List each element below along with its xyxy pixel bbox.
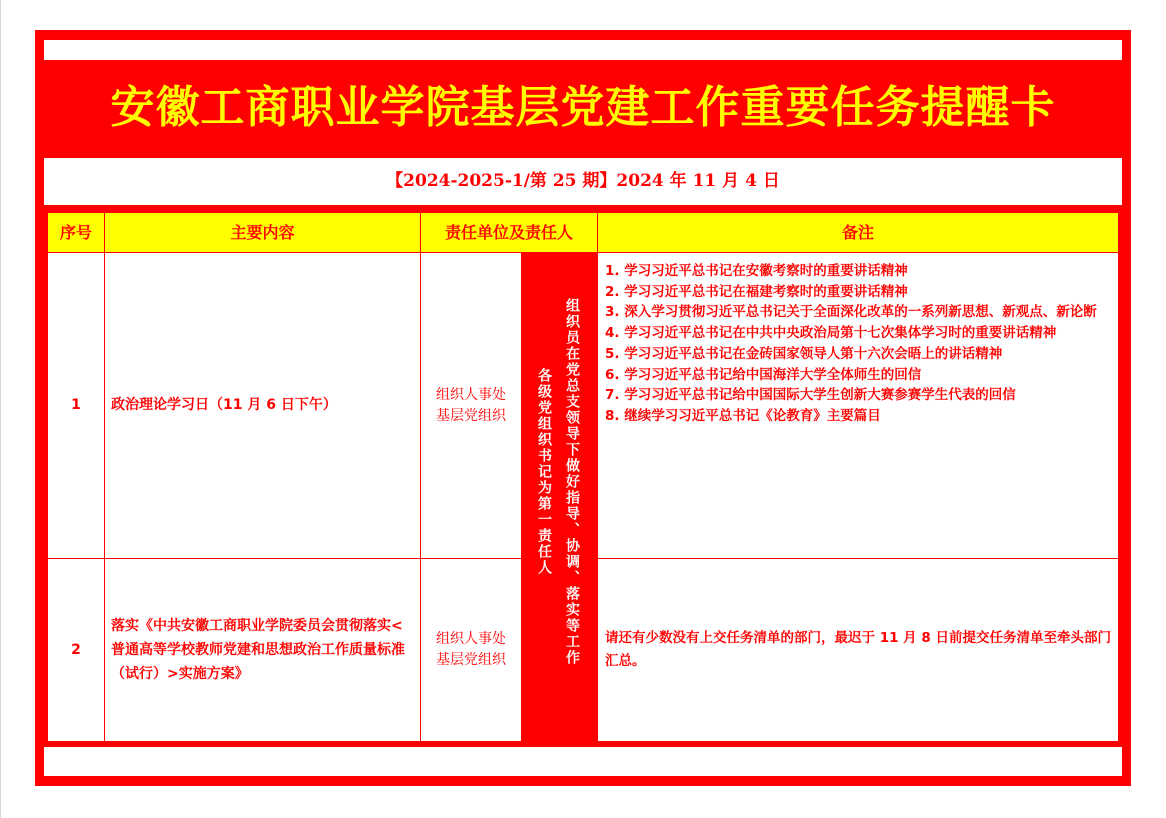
remark-item: 4. 学习习近平总书记在中共中央政治局第十七次集体学习时的重要讲话精神 (605, 325, 1057, 342)
reminder-card (35, 30, 1131, 786)
responsibility-bar (521, 252, 597, 741)
task-table (48, 213, 1118, 741)
card-title: 安徽工商职业学院基层党建工作重要任务提醒卡 (110, 82, 1056, 133)
header-index: 序号 (48, 213, 104, 252)
row1-unit-line2: 基层党组织 (436, 407, 506, 424)
header-responsible: 责任单位及责任人 (421, 213, 597, 252)
row2-index: 2 (71, 641, 81, 658)
row1-unit-line1: 组织人事处 (436, 386, 506, 403)
row1-content: 政治理论学习日（11 月 6 日下午） (111, 397, 337, 413)
col-divider-3 (597, 213, 598, 741)
organizer-duty-text: 组织员在党总支领导下做好指导、协调、落实等工作 (564, 298, 580, 666)
remark-item: 3. 深入学习贯彻习近平总书记关于全面深化改革的一系列新思想、新观点、新论断 (605, 304, 1097, 321)
row1-index: 1 (71, 397, 81, 413)
remark-item: 6. 学习习近平总书记给中国海洋大学全体师生的回信 (605, 366, 922, 383)
row2-unit-line1: 组织人事处 (436, 631, 506, 647)
remark-item: 2. 学习习近平总书记在福建考察时的重要讲话精神 (605, 283, 908, 300)
top-white-strip (44, 40, 1122, 60)
remark-item: 5. 学习习近平总书记在金砖国家领导人第十六次会晤上的讲话精神 (605, 345, 1003, 362)
row1-remarks (605, 261, 1111, 427)
row1-unit (421, 253, 521, 558)
header-content: 主要内容 (105, 213, 420, 252)
row2-unit-line2: 基层党组织 (436, 652, 506, 668)
header-remarks: 备注 (598, 213, 1118, 252)
remark-item: 8. 继续学习习近平总书记《论教育》主要篇目 (605, 407, 881, 424)
bottom-white-strip (44, 747, 1122, 776)
col-divider-1 (104, 213, 105, 741)
row2-content: 落实《中共安徽工商职业学院委员会贯彻落实<普通高等学校教师党建和思想政治工作质量标准（试行）>实施方案》 (111, 618, 405, 682)
remark-item: 1. 学习习近平总书记在安徽考察时的重要讲话精神 (605, 263, 908, 279)
row2-remarks: 请还有少数没有上交任务清单的部门，最迟于 11 月 8 日前提交任务清单至牵头部门汇总。 (605, 630, 1111, 669)
row2-unit (421, 559, 521, 741)
remark-item: 7. 学习习近平总书记给中国国际大学生创新大赛参赛学生代表的回信 (605, 387, 1016, 404)
issue-period: 【2024-2025-1/第 25 期】2024 年 11 月 4 日 (44, 158, 1122, 205)
secretary-duty-text: 各级党组织书记为第一责任人 (536, 368, 552, 576)
